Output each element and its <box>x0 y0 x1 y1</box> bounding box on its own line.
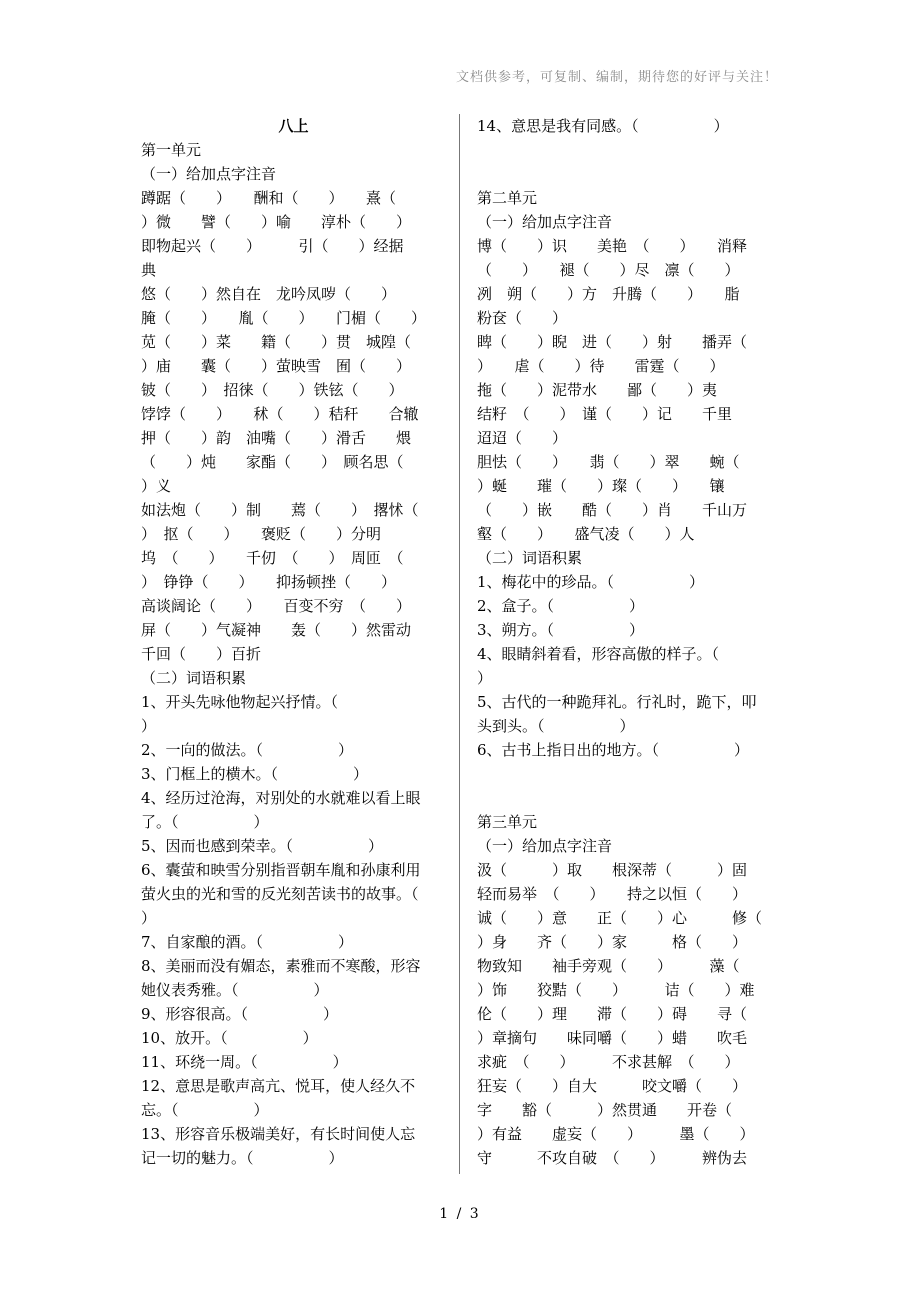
text-line: 6、囊萤和映雪分别指晋朝车胤和孙康利用 <box>141 861 421 879</box>
text-line: 睥（ ）睨 进（ ）射 播弄（ <box>477 333 748 351</box>
text-line: （ ）嵌 酷（ ）肖 千山万 <box>477 501 748 519</box>
text-line: 粉奁（ ） <box>477 309 568 327</box>
text-line: 4、眼睛斜着看，形容高傲的样子。（ <box>477 645 720 663</box>
text-line: 了。（ ） <box>141 813 269 831</box>
spacer <box>477 138 782 186</box>
page-number: 1 / 3 <box>439 1206 481 1222</box>
vocab-item-14: 14、意思是我有同感。（ ） <box>477 117 729 135</box>
text-line: 1、开头先咏他物起兴抒情。（ <box>141 693 339 711</box>
text-line: （ ） 褪（ ）尽 凛（ ） <box>477 261 740 279</box>
text-line: 她仪表秀雅。（ ） <box>141 981 329 999</box>
text-line: 3、朔方。（ ） <box>477 621 645 639</box>
text-line: 9、形容很高。（ ） <box>141 1005 339 1023</box>
text-line: 冽 朔（ ）方 升腾（ ） 脂 <box>477 285 740 303</box>
text-line: 2、盒子。（ ） <box>477 597 645 615</box>
unit-3-heading: 第三单元 <box>477 813 538 831</box>
text-line: （ ）炖 家酯（ ） 顾名思（ <box>141 453 404 471</box>
text-line: 汲（ ）取 根深蒂（ ）固 <box>477 861 748 879</box>
text-line: 博（ ）识 美艳 （ ） 消释 <box>477 237 748 255</box>
text-line: 5、因而也感到荣幸。（ ） <box>141 837 384 855</box>
text-line: 苋（ ）菜 籍（ ）贯 城隍（ <box>141 333 412 351</box>
text-line: 忘。（ ） <box>141 1101 269 1119</box>
text-line: 拖（ ）泥带水 鄙（ ）夷 <box>477 381 718 399</box>
text-line: 6、古书上指日出的地方。（ ） <box>477 741 750 759</box>
text-line: 物致知 袖手旁观（ ） 藻（ <box>477 957 740 975</box>
text-line: 即物起兴（ ） 引（ ）经据 <box>141 237 404 255</box>
text-line: 萤火虫的光和雪的反光刻苦读书的故事。（ <box>141 885 419 903</box>
text-line: 记一切的魅力。（ ） <box>141 1149 344 1167</box>
text-line: ）饰 狡黠（ ） 诘（ ）难 <box>477 981 755 999</box>
right-column <box>477 114 782 1170</box>
text-line: ） <box>477 669 493 687</box>
unit-1-pinyin-list <box>141 186 446 666</box>
unit-3-section-1-heading: （一）给加点字注音 <box>477 837 613 855</box>
text-line: 字 豁（ ）然贯通 开卷（ <box>477 1101 733 1119</box>
text-line: 铍（ ） 招徕（ ）铁铉（ ） <box>141 381 404 399</box>
unit-1-section-1-heading: （一）给加点字注音 <box>141 165 277 183</box>
unit-3-pinyin-list <box>477 858 782 1170</box>
text-line: 押（ ）韵 油嘴（ ）滑舌 煨 <box>141 429 412 447</box>
text-line: 胆怯（ ） 翡（ ）翠 蜿（ <box>477 453 740 471</box>
text-line: 12、意思是歌声高亢、悦耳，使人经久不 <box>141 1077 416 1095</box>
text-line: 头到头。（ ） <box>477 717 635 735</box>
text-line: 迢迢（ ） <box>477 429 568 447</box>
text-line: 高谈阔论（ ） 百变不穷 （ ） <box>141 597 412 615</box>
text-line: 饽饽（ ） 秫（ ）秸秆 合辙 <box>141 405 419 423</box>
text-line: ） 铮铮（ ） 抑扬顿挫（ ） <box>141 573 397 591</box>
text-line: ） <box>141 717 157 735</box>
unit-1-section-2-heading: （二）词语积累 <box>141 669 247 687</box>
left-column <box>141 114 446 1170</box>
text-line: ）章摘句 味同嚼（ ）蜡 吹毛 <box>477 1029 748 1047</box>
text-line: 轻而易举 （ ） 持之以恒（ ） <box>477 885 748 903</box>
text-line: 8、美丽而没有媚态，素雅而不寒酸，形容 <box>141 957 421 975</box>
text-line: 13、形容音乐极端美好，有长时间使人忘 <box>141 1125 416 1143</box>
unit-2-section-1-heading: （一）给加点字注音 <box>477 213 613 231</box>
text-line: 诚（ ）意 正（ ）心 修（ <box>477 909 763 927</box>
text-line: ）有益 虚妄（ ） 墨（ ） <box>477 1125 755 1143</box>
text-line: 4、经历过沧海，对别处的水就难以看上眼 <box>141 789 421 807</box>
text-line: 伦（ ）理 滞（ ）碍 寻（ <box>477 1005 748 1023</box>
text-line: ）蜒 璀（ ）璨（ ） 镶 <box>477 477 725 495</box>
unit-2-section-2-heading: （二）词语积累 <box>477 549 583 567</box>
text-line: 2、一向的做法。（ ） <box>141 741 354 759</box>
text-line: ） 抠（ ） 褒贬（ ）分明 <box>141 525 382 543</box>
watermark-text: 文档供参考，可复制、编制，期待您的好评与关注！ <box>455 70 778 85</box>
text-line: 结籽 （ ） 谨（ ）记 千里 <box>477 405 733 423</box>
text-line: 求疵 （ ） 不求甚解 （ ） <box>477 1053 740 1071</box>
text-line: 3、门框上的横木。（ ） <box>141 765 369 783</box>
text-line: ） <box>141 909 157 927</box>
text-line: 如法炮（ ）制 蔫（ ） 撂怵（ <box>141 501 419 519</box>
text-line: 11、环绕一周。（ ） <box>141 1053 348 1071</box>
column-divider <box>459 114 460 1174</box>
doc-title: 八上 <box>278 117 309 135</box>
text-line: ）微 譬（ ）喻 淳朴（ ） <box>141 213 412 231</box>
unit-2-pinyin-list <box>477 234 782 546</box>
unit-1-vocab-list <box>141 690 446 1170</box>
text-line: ） 虐（ ）待 雷霆（ ） <box>477 357 725 375</box>
text-line: 屏（ ）气凝神 轰（ ）然雷动 <box>141 621 412 639</box>
text-line: 腌（ ） 胤（ ） 门楣（ ） <box>141 309 427 327</box>
text-line: 壑（ ） 盛气凌（ ）人 <box>477 525 695 543</box>
text-line: ）义 <box>141 477 172 495</box>
text-line: 7、自家酿的酒。（ ） <box>141 933 354 951</box>
unit-2-heading: 第二单元 <box>477 189 538 207</box>
text-line: ）庙 囊（ ）萤映雪 囿（ ） <box>141 357 412 375</box>
text-line: 坞 （ ） 千仞 （ ） 周匝 （ <box>141 549 404 567</box>
text-line: 守 不攻自破 （ ） 辨伪去 <box>477 1149 748 1167</box>
spacer <box>477 762 782 810</box>
text-line: 10、放开。（ ） <box>141 1029 318 1047</box>
text-line: 典 <box>141 261 157 279</box>
text-line: 5、古代的一种跪拜礼。行礼时，跪下，叩 <box>477 693 757 711</box>
text-line: 蹲踞（ ） 酬和（ ） 熹（ <box>141 189 397 207</box>
text-line: 狂妄（ ）自大 咬文嚼（ ） <box>477 1077 748 1095</box>
text-line: 1、梅花中的珍品。（ ） <box>477 573 705 591</box>
text-line: 千回（ ）百折 <box>141 645 262 663</box>
unit-1-heading: 第一单元 <box>141 141 202 159</box>
unit-2-vocab-list <box>477 570 782 762</box>
text-line: ）身 齐（ ）家 格（ ） <box>477 933 748 951</box>
text-line: 悠（ ）然自在 龙吟凤哕（ ） <box>141 285 397 303</box>
